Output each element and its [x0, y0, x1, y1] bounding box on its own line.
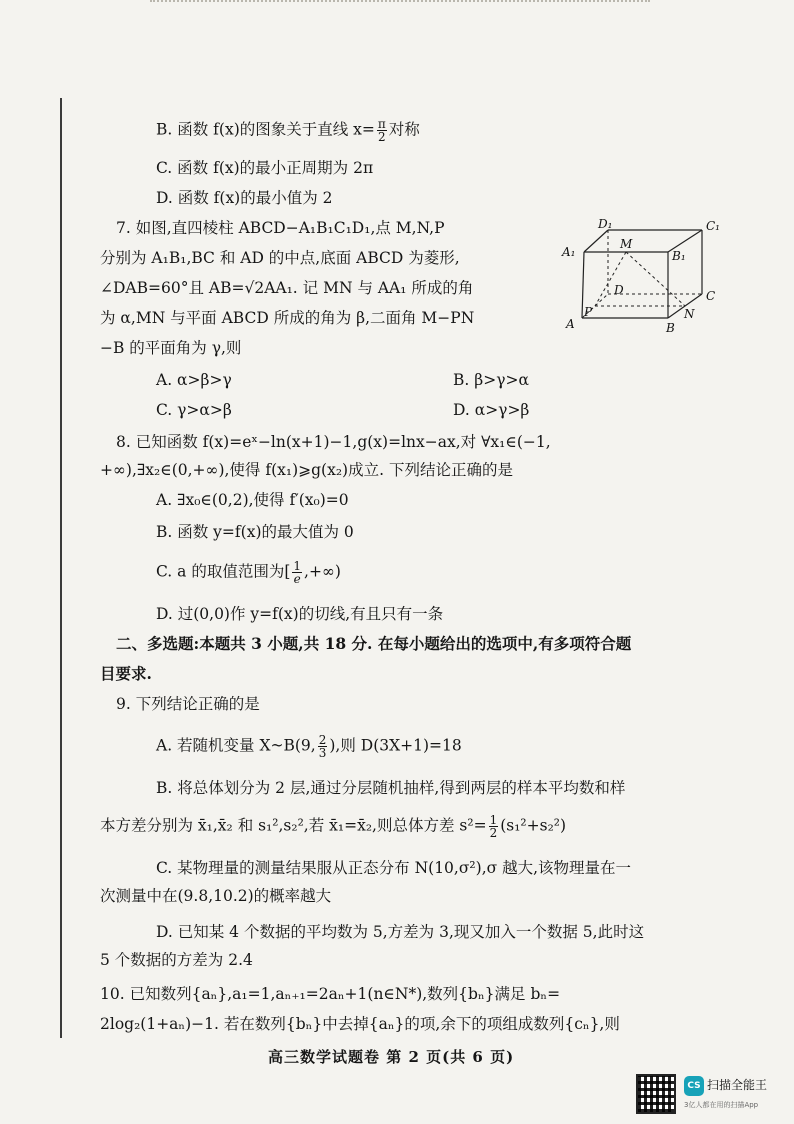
- qr-code-icon: [636, 1074, 676, 1114]
- q9-option-d-line2: 5 个数据的方差为 2.4: [100, 951, 253, 969]
- label-p: P: [584, 305, 593, 319]
- section-2-heading-line1: 二、多选题:本题共 3 小题,共 18 分. 在每小题给出的选项中,有多项符合题: [116, 634, 632, 653]
- q7-option-d: D. α>γ>β: [453, 401, 530, 419]
- label-b: B: [666, 321, 675, 335]
- fraction: $\frac{\pi}{2}$: [377, 117, 386, 144]
- q6-option-c: C. 函数 f(x)的最小正周期为 2π: [156, 159, 374, 177]
- scanner-app-tagline: 3亿人都在用的扫描App: [684, 1101, 759, 1109]
- q8-stem-line1: 8. 已知函数 f(x)=eˣ−ln(x+1)−1,g(x)=lnx−ax,对 ∀x₁∈(−1,: [116, 433, 551, 451]
- section-2-heading-line2: 目要求.: [100, 664, 152, 683]
- q9-option-b-line2: 本方差分别为 x̄₁,x̄₂ 和 s₁²,s₂²,若 x̄₁=x̄₂,则总体方差 s²= $\frac{1}{2}$ (s₁²+s₂²): [100, 813, 567, 840]
- label-a: A: [566, 317, 575, 331]
- q7-stem-line4: 为 α,MN 与平面 ABCD 所成的角为 β,二面角 M−PN: [100, 309, 475, 327]
- q9-option-b-line1: B. 将总体划分为 2 层,通过分层随机抽样,得到两层的样本平均数和样: [156, 779, 626, 797]
- q10-stem-line1: 10. 已知数列{aₙ},a₁=1,aₙ₊₁=2aₙ+1(n∈N*),数列{bₙ}满足 bₙ=: [100, 985, 561, 1003]
- q7-stem-line3: ∠DAB=60°且 AB=√2AA₁. 记 MN 与 AA₁ 所成的角: [100, 279, 474, 297]
- fraction: $\frac{2}{3}$: [318, 733, 327, 760]
- page-top-edge: [150, 0, 650, 6]
- label-n: N: [684, 307, 695, 321]
- q8-option-c: C. a 的取值范围为[ $\frac{1}{e}$ ,+∞): [156, 559, 341, 586]
- q8-option-b: B. 函数 y=f(x)的最大值为 0: [156, 523, 354, 541]
- fraction: $\frac{1}{2}$: [489, 813, 498, 840]
- q9-option-d-line1: D. 已知某 4 个数据的平均数为 5,方差为 3,现又加入一个数据 5,此时这: [156, 923, 645, 941]
- segment-m-p: [595, 252, 626, 306]
- q9-option-c-line2: 次测量中在(9.8,10.2)的概率越大: [100, 887, 332, 905]
- label-d1: D₁: [598, 218, 613, 231]
- label-a1: A₁: [562, 245, 576, 259]
- camscanner-logo-icon: CS: [684, 1076, 704, 1096]
- label-b1: B₁: [672, 249, 686, 263]
- q9-option-c-line1: C. 某物理量的测量结果服从正态分布 N(10,σ²),σ 越大,该物理量在一: [156, 859, 632, 877]
- fraction: $\frac{1}{e}$: [293, 559, 302, 586]
- q6-option-d: D. 函数 f(x)的最小值为 2: [156, 189, 333, 207]
- q8-option-d: D. 过(0,0)作 y=f(x)的切线,有且只有一条: [156, 605, 444, 623]
- q7-option-a: A. α>β>γ: [156, 371, 232, 389]
- label-c1: C₁: [706, 219, 720, 233]
- q7-stem-line5: −B 的平面角为 γ,则: [100, 339, 242, 357]
- q7-stem-line2: 分别为 A₁B₁,BC 和 AD 的中点,底面 ABCD 为菱形,: [100, 249, 460, 267]
- q7-option-c: C. γ>α>β: [156, 401, 232, 419]
- edge-a1-d1: [584, 230, 608, 252]
- q9-stem: 9. 下列结论正确的是: [116, 695, 260, 713]
- q7-option-b: B. β>γ>α: [453, 371, 529, 389]
- q9-option-a: A. 若随机变量 X~B(9, $\frac{2}{3}$ ),则 D(3X+1)=18: [156, 733, 462, 760]
- left-margin-rule: [60, 98, 62, 1038]
- q10-stem-line2: 2log₂(1+aₙ)−1. 若在数列{bₙ}中去掉{aₙ}的项,余下的项组成数列{cₙ},则: [100, 1015, 620, 1033]
- page-footer: 高三数学试题卷 第 2 页(共 6 页): [268, 1048, 515, 1066]
- label-c: C: [706, 289, 716, 303]
- q7-stem-line1: 7. 如图,直四棱柱 ABCD−A₁B₁C₁D₁,点 M,N,P: [116, 219, 445, 237]
- q6-option-b: B. 函数 f(x)的图象关于直线 x= $\frac{\pi}{2}$ 对称: [156, 117, 420, 144]
- prism-figure: [560, 218, 730, 336]
- q8-option-a: A. ∃x₀∈(0,2),使得 f′(x₀)=0: [156, 491, 349, 509]
- q8-stem-line2: +∞),∃x₂∈(0,+∞),使得 f(x₁)⩾g(x₂)成立. 下列结论正确的是: [100, 461, 513, 479]
- label-d: D: [614, 283, 624, 297]
- label-m: M: [620, 237, 633, 251]
- scanner-app-name: 扫描全能王: [707, 1078, 768, 1092]
